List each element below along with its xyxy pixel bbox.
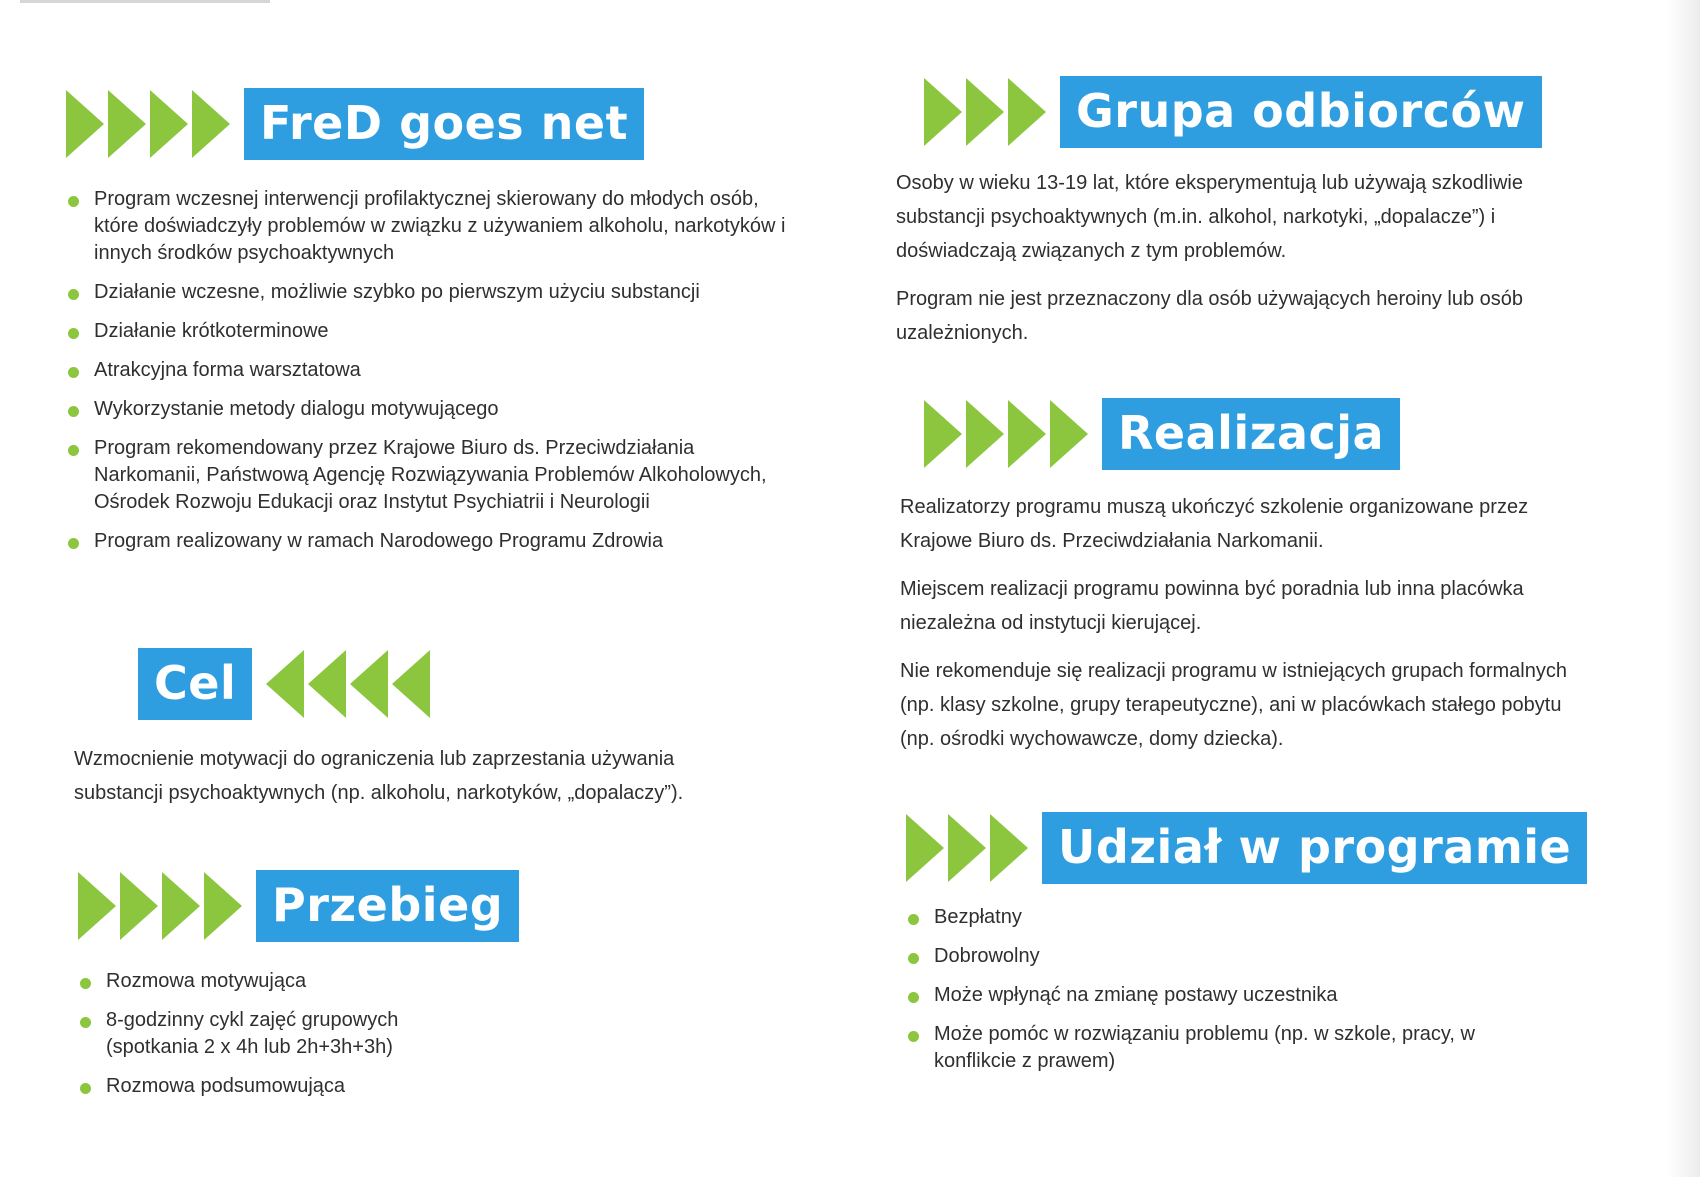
grupa-text	[896, 166, 1596, 350]
section-heading	[74, 648, 794, 720]
paragraph: Osoby w wieku 13-19 lat, które eksperymentują lub używają szkodliwie substancji psychoaktywnych (m.in. alkohol, narkotyki, „dopalacze”) i doświadczają związanych z tym problemów.	[896, 172, 1523, 262]
arrow-right-icon	[66, 88, 104, 160]
list-item: Może pomóc w rozwiązaniu problemu (np. w szkole, pracy, w konflikcie z prawem)	[906, 1021, 1526, 1075]
arrow-left-icon	[308, 648, 346, 720]
arrow-right-icon	[1050, 398, 1088, 470]
arrow-right-icon	[108, 88, 146, 160]
arrow-group-right	[66, 88, 230, 160]
arrow-group-right	[924, 398, 1088, 470]
paragraph: Nie rekomenduje się realizacji programu w istniejących grupach formalnych (np. klasy szkolne, grupy terapeutyczne), ani w placówkach stałego pobytu (np. ośrodki wychowawcze, domy dziecka).	[900, 660, 1567, 750]
section-heading	[900, 398, 1620, 470]
section-fred-goes-net	[66, 88, 786, 567]
arrow-right-icon	[78, 870, 116, 942]
list-item: Rozmowa podsumowująca	[78, 1073, 458, 1100]
section-realizacja	[900, 398, 1620, 770]
udzial-bullet-list	[906, 904, 1526, 1075]
section-heading	[66, 88, 786, 160]
arrow-right-icon	[924, 398, 962, 470]
arrow-group-right	[924, 76, 1046, 148]
list-item: Bezpłatny	[906, 904, 1526, 931]
arrow-right-icon	[204, 870, 242, 942]
list-item: Program wczesnej interwencji profilaktycznej skierowany do młodych osób, które doświadczyły problemów w związku z używaniem alkoholu, narkotyków i innych środków psychoaktywnych	[66, 186, 786, 267]
list-item: Wykorzystanie metody dialogu motywującego	[66, 396, 786, 423]
section-title: Grupa odbiorców	[1060, 76, 1542, 148]
arrow-left-icon	[350, 648, 388, 720]
list-item: Dobrowolny	[906, 943, 1526, 970]
arrow-right-icon	[120, 870, 158, 942]
fred-bullet-list	[66, 186, 786, 555]
section-przebieg	[78, 870, 798, 1112]
list-item: Może wpłynąć na zmianę postawy uczestnika	[906, 982, 1526, 1009]
arrow-right-icon	[1008, 398, 1046, 470]
section-heading	[896, 76, 1616, 148]
przebieg-bullet-list	[78, 968, 458, 1100]
paragraph: Miejscem realizacji programu powinna być poradnia lub inna placówka niezależna od instytucji kierującej.	[900, 578, 1524, 634]
arrow-group-left	[266, 648, 430, 720]
section-title: Udział w programie	[1042, 812, 1587, 884]
section-heading	[906, 812, 1626, 884]
section-heading	[78, 870, 798, 942]
arrow-group-right	[906, 812, 1028, 884]
list-item: Program realizowany w ramach Narodowego Programu Zdrowia	[66, 528, 786, 555]
section-title: Przebieg	[256, 870, 519, 942]
scan-edge-top	[20, 0, 270, 3]
section-grupa-odbiorcow	[896, 76, 1616, 364]
list-item: Program rekomendowany przez Krajowe Biuro ds. Przeciwdziałania Narkomanii, Państwową Agencję Rozwiązywania Problemów Alkoholowych, Ośrodek Rozwoju Edukacji oraz Instytut Psychiatrii i Neurologii	[66, 435, 786, 516]
list-item: 8-godzinny cykl zajęć grupowych (spotkania 2 x 4h lub 2h+3h+3h)	[78, 1007, 458, 1061]
paragraph: Program nie jest przeznaczony dla osób używających heroiny lub osób uzależnionych.	[896, 288, 1524, 344]
section-title: FreD goes net	[244, 88, 644, 160]
scan-edge-right	[1666, 0, 1700, 1177]
arrow-right-icon	[1008, 76, 1046, 148]
arrow-right-icon	[150, 88, 188, 160]
arrow-right-icon	[906, 812, 944, 884]
list-item: Działanie wczesne, możliwie szybko po pierwszym użyciu substancji	[66, 279, 786, 306]
section-title: Cel	[138, 648, 252, 720]
arrow-right-icon	[948, 812, 986, 884]
paragraph: Realizatorzy programu muszą ukończyć szkolenie organizowane przez Krajowe Biuro ds. Przeciwdziałania Narkomanii.	[900, 496, 1529, 552]
section-cel	[74, 648, 794, 824]
arrow-right-icon	[192, 88, 230, 160]
list-item: Rozmowa motywująca	[78, 968, 458, 995]
arrow-left-icon	[392, 648, 430, 720]
arrow-left-icon	[266, 648, 304, 720]
arrow-right-icon	[966, 398, 1004, 470]
list-item: Działanie krótkoterminowe	[66, 318, 786, 345]
arrow-group-right	[78, 870, 242, 942]
section-udzial-w-programie	[906, 812, 1626, 1087]
cel-description: Wzmocnienie motywacji do ograniczenia lub zaprzestania używania substancji psychoaktywnych (np. alkoholu, narkotyków, „dopalaczy”).	[74, 748, 684, 804]
realizacja-text	[900, 490, 1600, 756]
arrow-right-icon	[924, 76, 962, 148]
list-item: Atrakcyjna forma warsztatowa	[66, 357, 786, 384]
arrow-right-icon	[162, 870, 200, 942]
arrow-right-icon	[990, 812, 1028, 884]
section-title: Realizacja	[1102, 398, 1400, 470]
arrow-right-icon	[966, 76, 1004, 148]
